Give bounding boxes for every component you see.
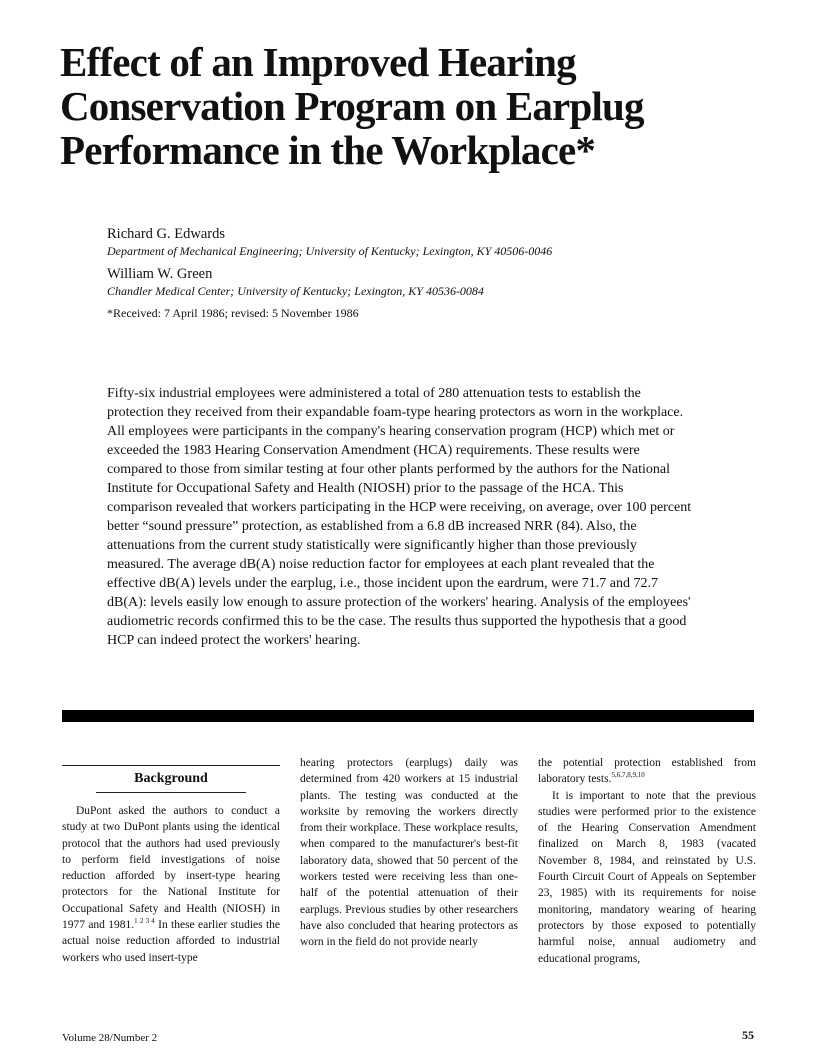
body-column-1 [62, 755, 280, 966]
section-divider-bar [62, 710, 754, 722]
volume-footer: Volume 28/Number 2 [62, 1032, 158, 1044]
received-note: *Received: 7 April 1986; revised: 5 November 1986 [107, 306, 359, 320]
heading-rule-top [62, 765, 280, 766]
paragraph-text: DuPont asked the authors to conduct a study at two DuPont plants using the identical protocol that the authors had used previously to perform field investigations of noise reduction afforded by insert-type hearing protectors for the National Institute for Occupational Safety and Health (NIOSH) in 1977 and 1981. [62, 805, 280, 932]
reference-marker: 1 2 3 4 [134, 917, 155, 926]
body-paragraph [62, 803, 280, 966]
body-paragraph: hearing protectors (earplugs) daily was determined from 420 workers at 15 industrial plants. The testing was conducted at the worksite by removing the workers directly from their workplace. These workplace results, when compared to the manufacturer's best-fit laboratory data, showed that 50 percent of the workers tested were receiving less than one-half of the potential attenuation of their earplugs. Previous studies by other researchers have also concluded that hearing protectors as worn in the field do not provide nearly [300, 757, 518, 949]
body-paragraph [538, 755, 756, 788]
reference-marker: 5,6,7,8,9,10 [611, 771, 645, 780]
author-name: William W. Green [107, 266, 213, 282]
author-name: Richard G. Edwards [107, 226, 225, 242]
author-block [107, 225, 767, 321]
heading-rule-bottom [96, 792, 246, 793]
body-paragraph: It is important to note that the previous studies were performed prior to the existence of the Hearing Conservation Amendment finalized on March 8, 1983 (vacated November 8, 1984, and reinstated by U.S. Fourth Circuit Court of Appeals on September 23, 1985) with its requirements for noise monitoring, mandatory wearing of hearing protectors by those exposed to potentially harmful noise, annual audiometry and educational programs, [538, 789, 756, 965]
paragraph-text: In these earlier studies the actual noise reduction afforded to industrial workers who used insert-type [62, 919, 281, 964]
article-title: Effect of an Improved Hearing Conservation Program on Earplug Performance in the Workplace* [60, 39, 644, 173]
author-affiliation: Chandler Medical Center; University of Kentucky; Lexington, KY 40536-0084 [107, 284, 484, 298]
abstract: Fifty-six industrial employees were administered a total of 280 attenuation tests to establish the protection they received from their expandable foam-type hearing protectors as worn in the workplace. All employees were participants in the company's hearing conservation program (HCP) which met or exceeded the 1983 Hearing Conservation Amendment (HCA) requirements. These results were compared to those from similar testing at four other plants performed by the authors for the National Institute for Occupational Safety and Health (NIOSH) prior to the passage of the HCA. This comparison revealed that workers participating in the HCP were receiving, on average, over 100 percent better “sound pressure” protection, as established from a 6.8 dB increased NRR (84). Also, the attenuations from the current study statistically were significantly higher than those previously measured. The average dB(A) noise reduction factor for employees at each plant revealed that the effective dB(A) levels under the earplug, i.e., those incident upon the eardrum, were 71.7 and 72.7 dB(A): levels easily low enough to assure protection of the workers' hearing. Analysis of the employees' audiometric records confirmed this to be the case. The results thus supported the hypothesis that a good HCP can indeed protect the workers' hearing. [107, 386, 692, 648]
author-affiliation: Department of Mechanical Engineering; University of Kentucky; Lexington, KY 40506-0046 [107, 244, 553, 258]
paragraph-text: the potential protection established from laboratory tests. [538, 757, 756, 786]
page-number: 55 [742, 1028, 754, 1042]
body-column-2 [300, 755, 518, 951]
body-column-3 [538, 755, 756, 967]
section-heading: Background [134, 771, 208, 786]
